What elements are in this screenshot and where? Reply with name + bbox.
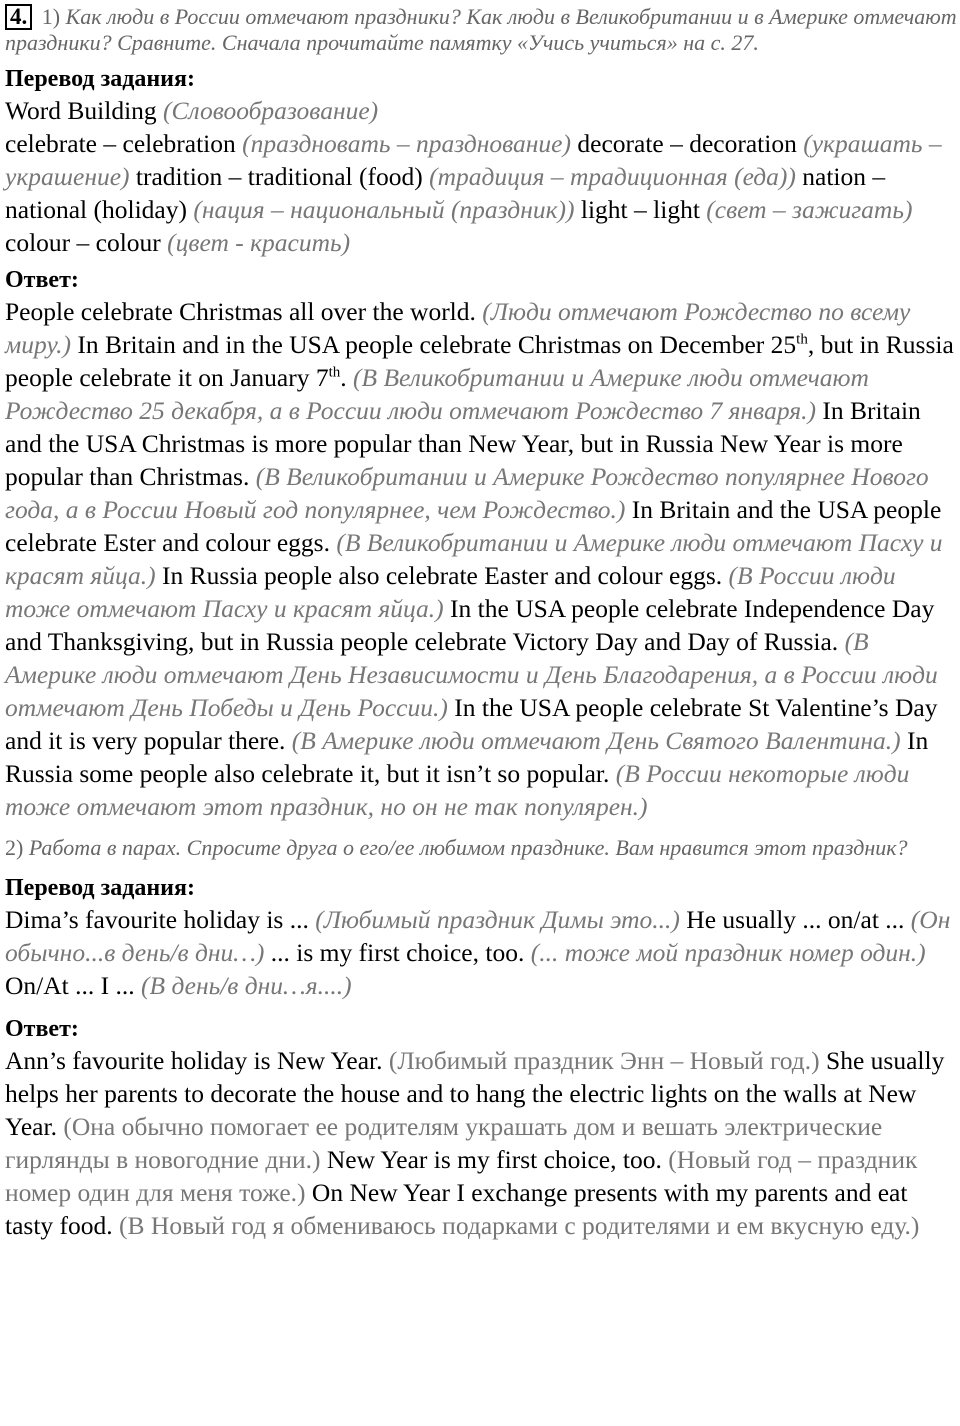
document-page xyxy=(5,4,957,1242)
answer-heading: Ответ: xyxy=(5,267,79,293)
translation: (Новый год – праздник номер один для меня тоже.) xyxy=(5,1145,918,1207)
translation: (В Новый год я обмениваюсь подарками с родителями и ем вкусную еду.) xyxy=(119,1211,920,1240)
sentence: In Britain and the USA people celebrate Ester and colour eggs. xyxy=(5,495,942,557)
answer-1-text xyxy=(5,295,957,823)
translation: (В Америке люди отмечают День Независимости и День Благодарения, а в России люди отмечают День Победы и День России.) xyxy=(5,627,938,722)
pair-en: nation – national (holiday) xyxy=(5,162,886,224)
translation: (В Великобритании и Америке люди отмечают Рождество 25 декабря, а в России люди отмечают Рождество 7 января.) xyxy=(5,363,869,425)
word-building-title: Word Building xyxy=(5,96,157,125)
translation: (В России некоторые люди тоже отмечают этот праздник, но он не так популярен.) xyxy=(5,759,910,821)
sentence: In Russia people also celebrate Easter and colour eggs. xyxy=(162,561,723,590)
sentence: Dima’s favourite holiday is ... xyxy=(5,905,309,934)
translation: (В Великобритании и Америке люди отмечают Пасху и красят яйца.) xyxy=(5,528,943,590)
pair-en: decorate – decoration xyxy=(577,129,797,158)
task-text: Работа в парах. Спросите друга о его/ее любимом празднике. Вам нравится этот праздник? xyxy=(28,835,908,860)
pair-ru: (свет – зажигать) xyxy=(706,195,913,224)
sentence: People celebrate Christmas all over the world. xyxy=(5,297,476,326)
pair-ru: (нация – национальный (праздник)) xyxy=(193,195,575,224)
pair-ru: (традиция – традиционная (еда)) xyxy=(429,162,796,191)
translation-2-text xyxy=(5,903,957,1002)
pair-ru: (праздновать – празднование) xyxy=(242,129,571,158)
word-building-pairs xyxy=(5,127,957,259)
word-building-line xyxy=(5,94,957,127)
answer-2-text xyxy=(5,1044,957,1242)
translation: (В день/в дни…я....) xyxy=(141,971,352,1000)
task-index: 1) xyxy=(41,4,61,29)
translation: (Он обычно...в день/в дни…) xyxy=(5,905,951,967)
translation: (Любимый праздник Энн – Новый год.) xyxy=(388,1046,820,1075)
translation: (Любимый праздник Димы это...) xyxy=(315,905,680,934)
sentence: In the USA people celebrate St Valentine’s Day and it is very popular there. xyxy=(5,693,938,755)
task-index: 2) xyxy=(5,835,24,860)
translation: (В Великобритании и Америке Рождество популярнее Нового года, а в России Новый год популярнее, чем Рождество.) xyxy=(5,462,929,524)
pair-ru: (цвет - красить) xyxy=(167,228,351,257)
sentence: In Russia some people also celebrate it, but it isn’t so popular. xyxy=(5,726,929,788)
pair-ru: (украшать – украшение) xyxy=(5,129,942,191)
translation-heading: Перевод задания: xyxy=(5,66,195,92)
sentence: He usually ... on/at ... xyxy=(686,905,905,934)
translation: (... тоже мой праздник номер один.) xyxy=(530,938,926,967)
word-building-translation: (Словообразование) xyxy=(163,96,379,125)
translation: (В Америке люди отмечают День Святого Валентина.) xyxy=(291,726,901,755)
pair-en: colour – colour xyxy=(5,228,161,257)
exercise-number: 4. xyxy=(5,4,32,30)
translation-heading: Перевод задания: xyxy=(5,875,195,901)
sentence: ... is my first choice, too. xyxy=(270,938,525,967)
sentence: Ann’s favourite holiday is New Year. xyxy=(5,1046,383,1075)
sentence: New Year is my first choice, too. xyxy=(326,1145,662,1174)
sentence: On New Year I exchange presents with my parents and eat tasty food. xyxy=(5,1178,908,1240)
translation: (Она обычно помогает ее родителям украшать дом и вешать электрические гирлянды в новогодние дни.) xyxy=(5,1112,883,1174)
pair-en: light – light xyxy=(580,195,700,224)
sentence: She usually helps her parents to decorate the house and to hang the electric lights on the walls at New Year. xyxy=(5,1046,945,1141)
pair-en: tradition – traditional (food) xyxy=(135,162,423,191)
task-text: Как люди в России отмечают праздники? Как люди в Великобритании и в Америке отмечают праздники? Сравните. Сначала прочитайте памятку «Учись учиться» на с. 27. xyxy=(5,4,957,55)
sentence: On/At ... I ... xyxy=(5,971,135,1000)
task-1 xyxy=(5,4,957,56)
translation: (Люди отмечают Рождество по всему миру.) xyxy=(5,297,911,359)
sentence: In Britain and the USA Christmas is more popular than New Year, but in Russia New Year is more popular than Christmas. xyxy=(5,396,921,491)
translation: (В России люди тоже отмечают Пасху и красят яйца.) xyxy=(5,561,896,623)
sentence: In Britain and in the USA people celebrate Christmas on December 25th, but in Russia people celebrate it on January 7th. xyxy=(5,330,954,392)
task-2 xyxy=(5,835,957,861)
sentence: In the USA people celebrate Independence Day and Thanksgiving, but in Russia people celebrate Victory Day and Day of Russia. xyxy=(5,594,935,656)
answer-heading: Ответ: xyxy=(5,1016,79,1042)
pair-en: celebrate – celebration xyxy=(5,129,236,158)
